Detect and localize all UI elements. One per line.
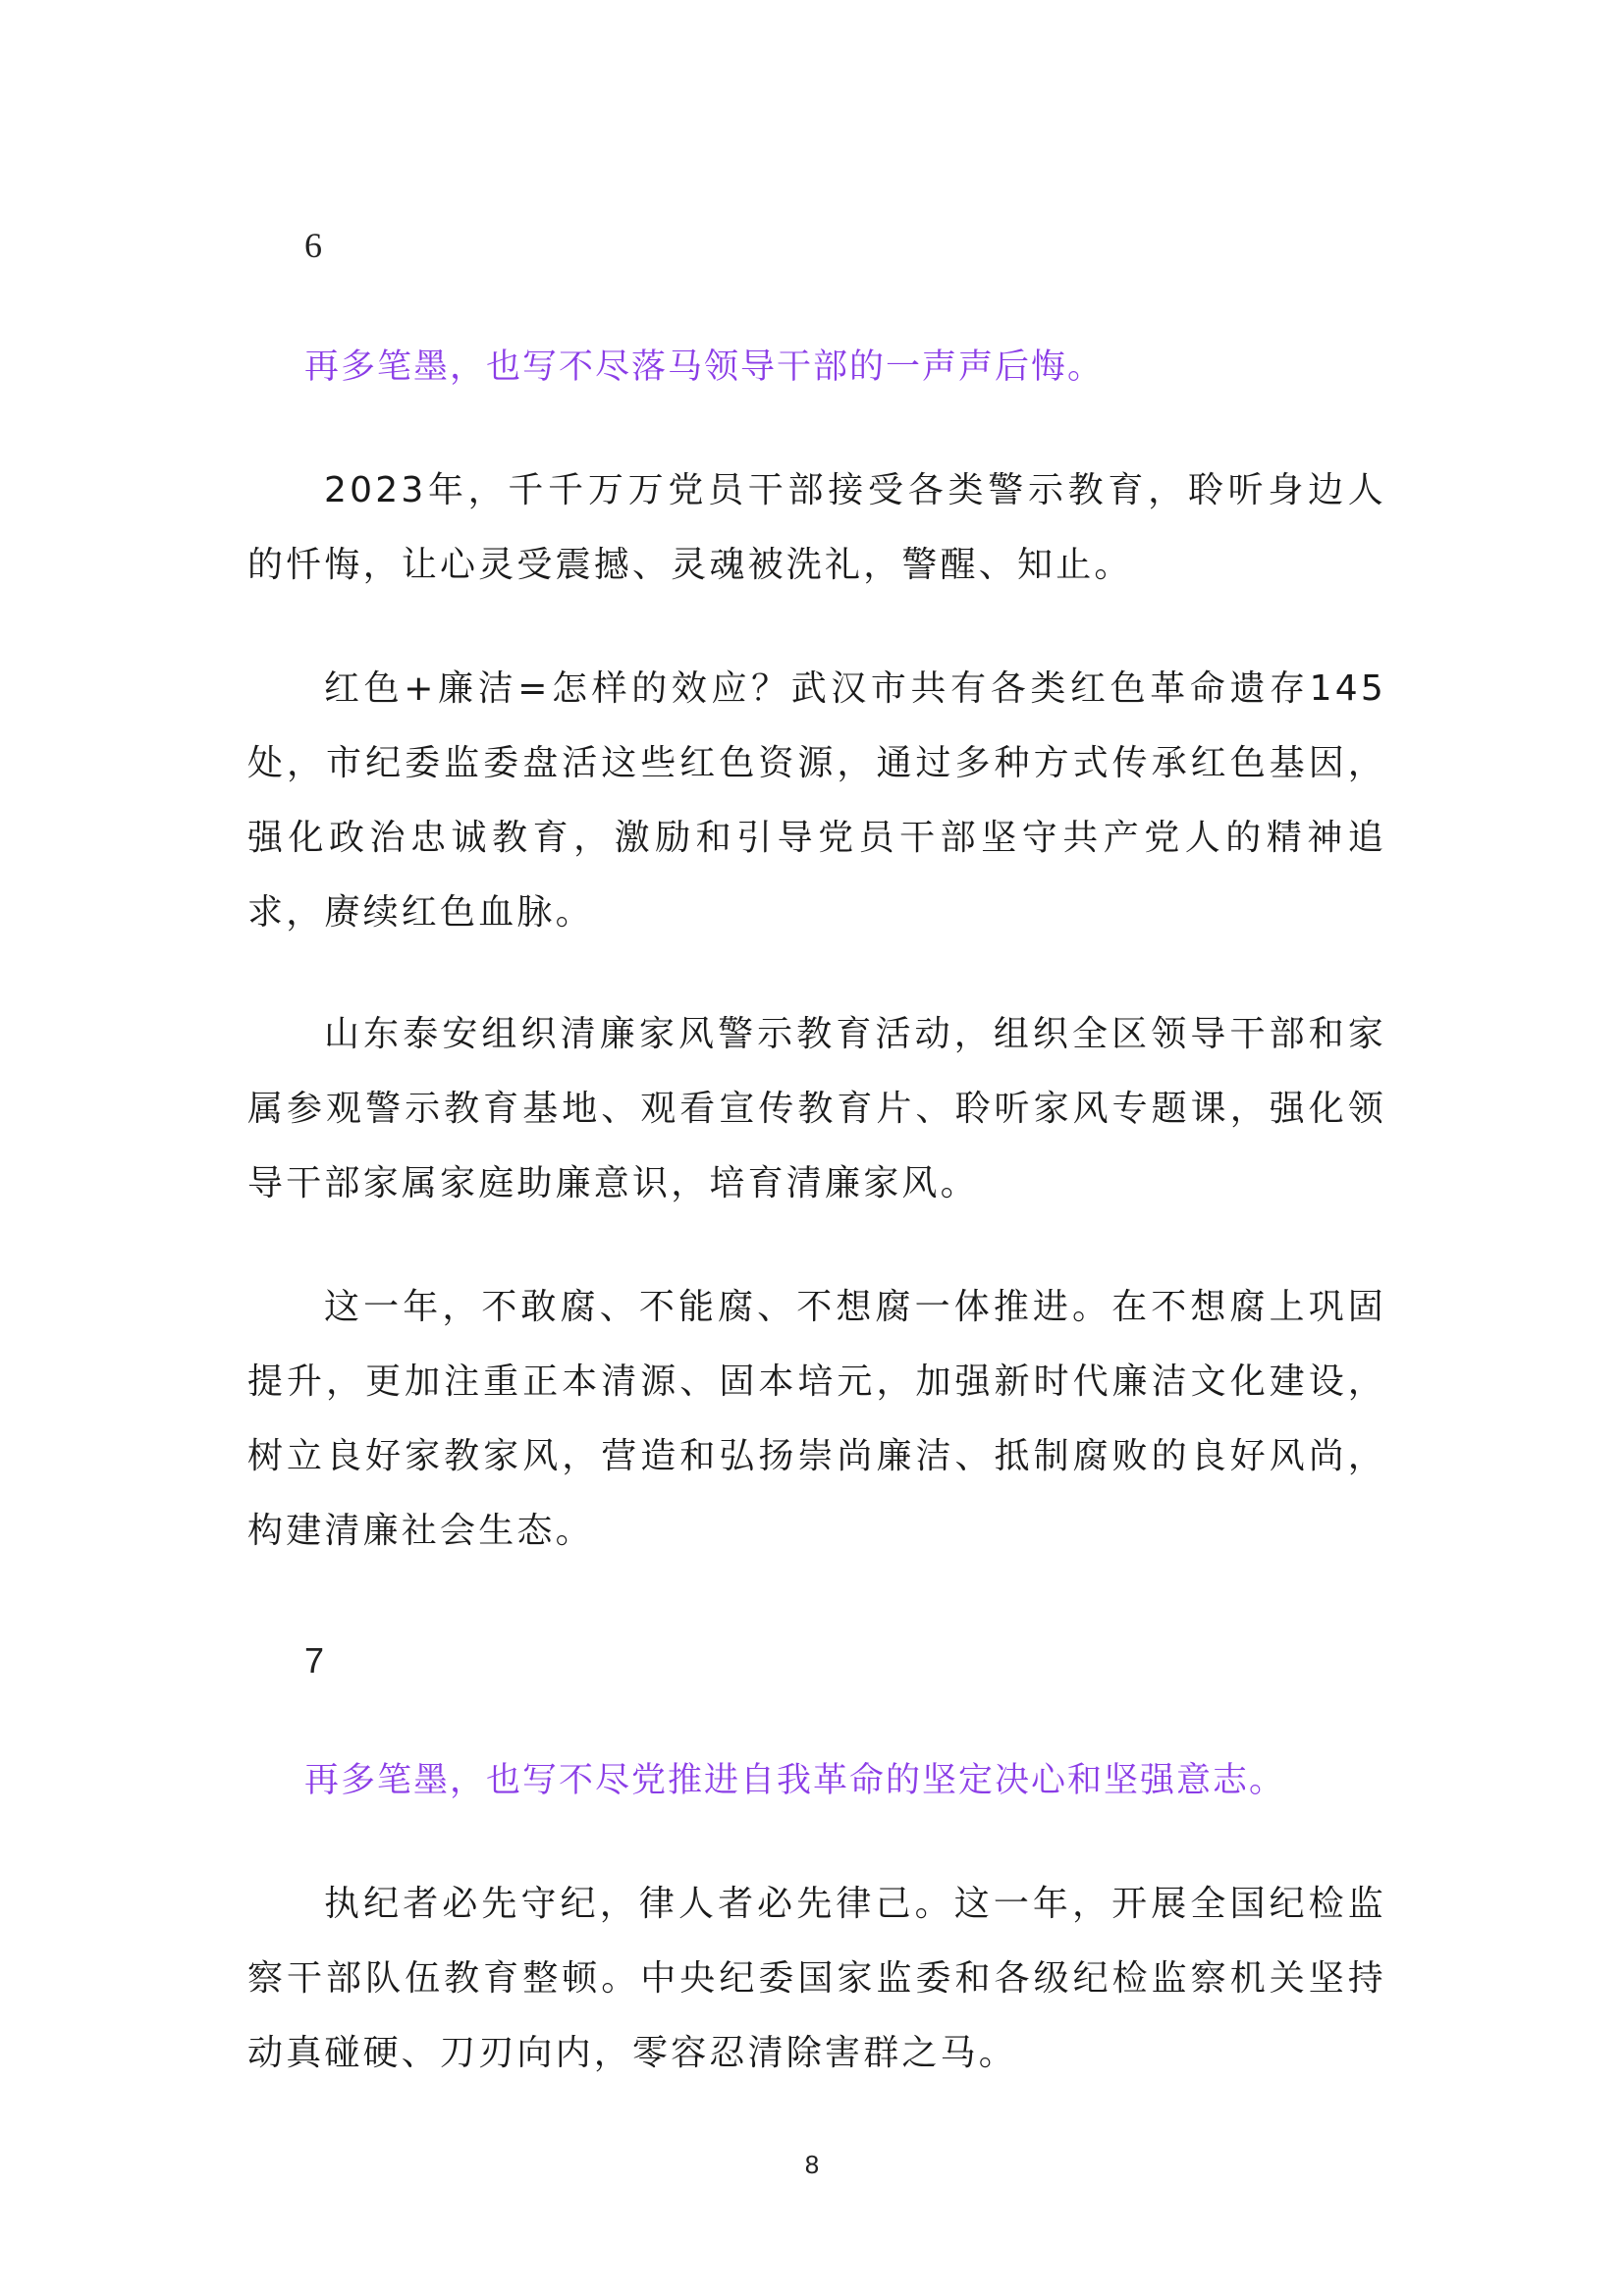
paragraph: 这一年，不敢腐、不能腐、不想腐一体推进。在不想腐上巩固提升，更加注重正本清源、固本培元，加强新时代廉洁文化建设，树立良好家教家风，营造和弘扬崇尚廉洁、抵制腐败的良好风尚，构建清廉社会生态。 [247,1287,1386,1551]
paragraph: 山东泰安组织清廉家风警示教育活动，组织全区领导干部和家属参观警示教育基地、观看宣传教育片、聆听家风专题课，强化领导干部家属家庭助廉意识，培育清廉家风。 [247,1014,1386,1203]
section-heading: 再多笔墨，也写不尽落马领导干部的一声声后悔。 [304,347,1105,387]
paragraph: 执纪者必先守纪，律人者必先律己。这一年，开展全国纪检监察干部队伍教育整顿。中央纪委国家监委和各级纪检监察机关坚持动真碰硬、刀刃向内，零容忍清除害群之马。 [247,1884,1386,2073]
paragraph: 2023年，千千万万党员干部接受各类警示教育，聆听身边人的忏悔，让心灵受震撼、灵魂被洗礼，警醒、知止。 [247,470,1386,585]
paragraph: 红色+廉洁=怎样的效应？武汉市共有各类红色革命遗存145处，市纪委监委盘活这些红色资源，通过多种方式传承红色基因，强化政治忠诚教育，激励和引导党员干部坚守共产党人的精神追求，赓续红色血脉。 [247,668,1386,933]
section-heading: 再多笔墨，也写不尽党推进自我革命的坚定决心和坚强意志。 [304,1761,1286,1800]
section-number: 6 [304,226,322,265]
page-number: 8 [804,2150,820,2179]
section-number: 7 [304,1640,325,1681]
